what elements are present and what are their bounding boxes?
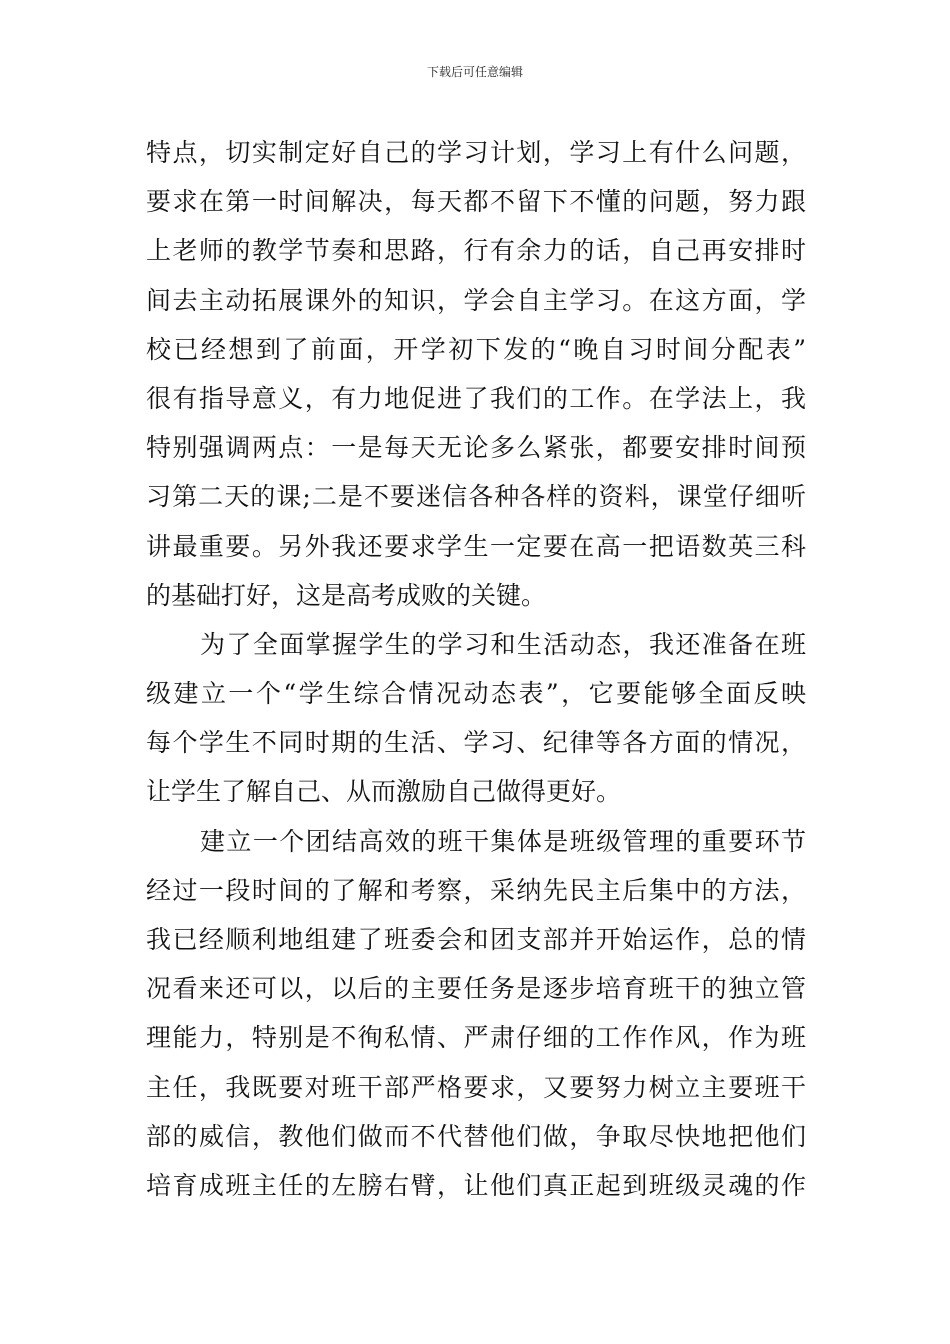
text-line: 讲最重要。另外我还要求学生一定要在高一把语数英三科: [146, 531, 806, 561]
text-line: 理能力，特别是不徇私情、严肃仔细的工作作风，作为班: [146, 1023, 806, 1053]
text-line: 特点，切实制定好自己的学习计划，学习上有什么问题，: [146, 138, 806, 167]
text-line: 每个学生不同时期的生活、学习、纪律等各方面的情况，: [146, 728, 806, 758]
text-line: 要求在第一时间解决，每天都不留下不懂的问题，努力跟: [146, 187, 806, 217]
text-line: 特别强调两点：一是每天无论多么紧张，都要安排时间预: [146, 433, 806, 463]
text-line: 主任，我既要对班干部严格要求，又要努力树立主要班干: [146, 1072, 806, 1102]
text-line: 间去主动拓展课外的知识，学会自主学习。在这方面，学: [146, 285, 806, 315]
text-line: 经过一段时间的了解和考察，采纳先民主后集中的方法，: [146, 875, 806, 905]
text-line: 校已经想到了前面，开学初下发的“晚自习时间分配表”: [146, 334, 806, 364]
text-line: 级建立一个“学生综合情况动态表”，它要能够全面反映: [146, 679, 806, 709]
text-line: 上老师的教学节奏和思路，行有余力的话，自己再安排时: [146, 236, 806, 266]
text-line: 培育成班主任的左膀右臂，让他们真正起到班级灵魂的作: [146, 1170, 806, 1200]
text-line: 习第二天的课;二是不要迷信各种各样的资料，课堂仔细听: [146, 482, 806, 512]
text-line: 我已经顺利地组建了班委会和团支部并开始运作，总的情: [146, 925, 806, 954]
page-header: 下载后可任意编辑: [426, 65, 523, 79]
document-body: [146, 128, 806, 1210]
text-line: 况看来还可以，以后的主要任务是逐步培育班干的独立管: [146, 974, 806, 1004]
text-line: 很有指导意义，有力地促进了我们的工作。在学法上，我: [146, 383, 806, 413]
text-line: 建立一个团结高效的班干集体是班级管理的重要环节: [200, 826, 806, 856]
text-line: 让学生了解自己、从而激励自己做得更好。: [146, 777, 622, 807]
text-line: 部的威信，教他们做而不代替他们做，争取尽快地把他们: [146, 1121, 806, 1151]
text-line: 为了全面掌握学生的学习和生活动态，我还准备在班: [200, 629, 806, 659]
text-line: 的基础打好，这是高考成败的关键。: [146, 580, 547, 610]
